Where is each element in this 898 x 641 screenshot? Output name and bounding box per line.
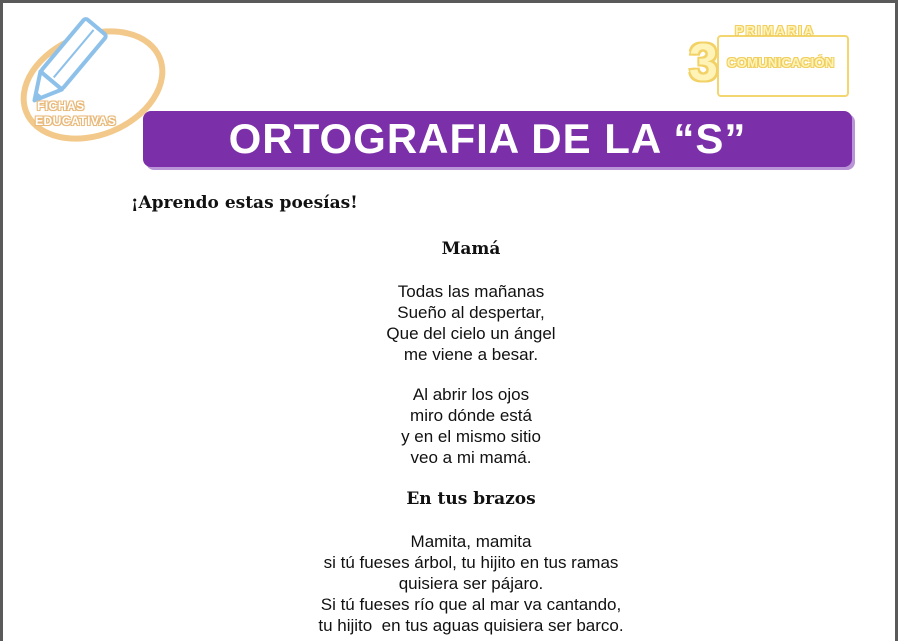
poem-line: Si tú fueses río que al mar va cantando, <box>320 595 622 614</box>
poem-title: En tus brazos <box>406 489 536 509</box>
poem-stanza <box>3 531 895 636</box>
poem-line: y en el mismo sitio <box>401 427 541 446</box>
badge-level: PRIMARIA <box>735 23 816 38</box>
worksheet-page <box>3 3 895 641</box>
poem-title: Mamá <box>441 239 501 259</box>
logo-line-1: FICHAS <box>37 99 85 113</box>
poem-line: Todas las mañanas <box>397 282 545 301</box>
grade-number: 3 <box>689 34 718 92</box>
poem-line: quisiera ser pájaro. <box>398 574 544 593</box>
poem-stanza <box>3 384 895 468</box>
intro-heading: ¡Aprendo estas poesías! <box>131 193 358 213</box>
poem-line: veo a mi mamá. <box>410 448 532 467</box>
poem-line: Al abrir los ojos <box>412 385 530 404</box>
badge-subject: COMUNICACIÓN <box>727 55 835 70</box>
poem-line: si tú fueses árbol, tu hijito en tus ramas <box>323 553 619 572</box>
poem-line: miro dónde está <box>410 406 532 425</box>
page-title: ORTOGRAFIA DE LA “S” <box>228 115 747 162</box>
logo-line-2: EDUCATIVAS <box>35 114 117 128</box>
poem-stanza <box>3 281 895 365</box>
poem-line: me viene a besar. <box>403 345 539 364</box>
poem-line: Que del cielo un ángel <box>386 324 556 343</box>
poem-line: tu hijito en tus aguas quisiera ser barco. <box>318 616 624 635</box>
grade-badge <box>689 21 851 101</box>
title-banner <box>143 111 852 167</box>
poem-line: Mamita, mamita <box>410 532 532 551</box>
poem-line: Sueño al despertar, <box>397 303 545 322</box>
